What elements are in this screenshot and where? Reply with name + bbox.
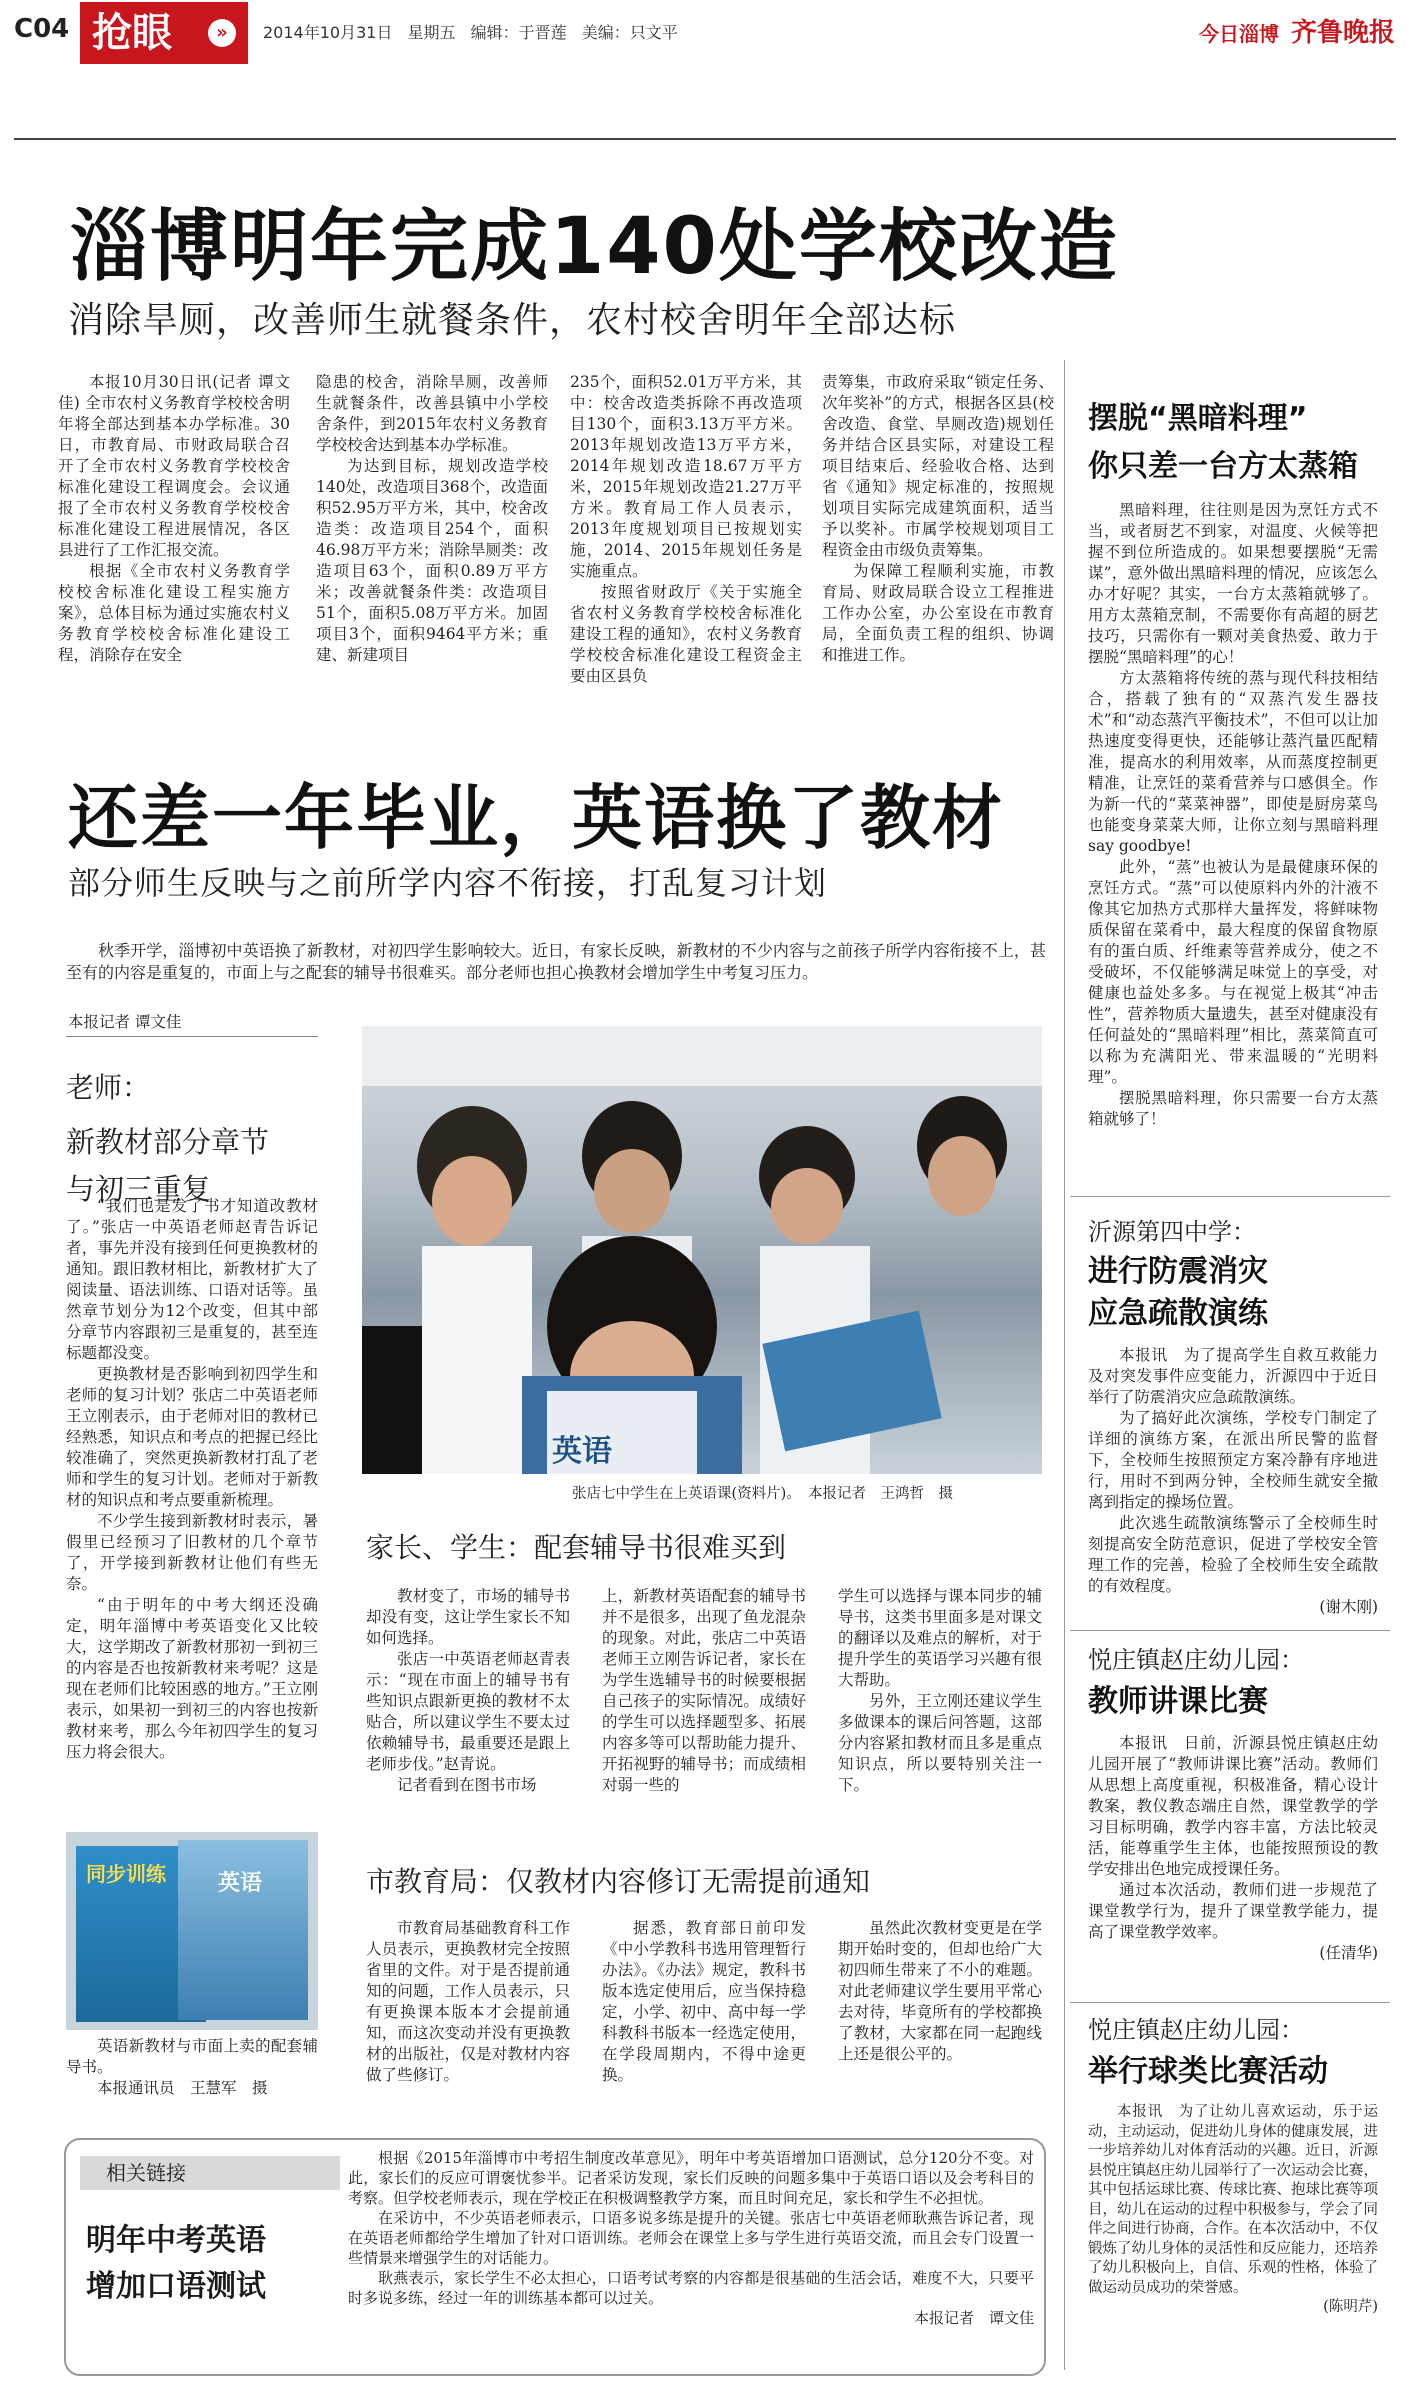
- s1-para: 黑暗料理，往往则是因为烹饪方式不当，或者厨艺不到家，对温度、火候等把握不到位所造成的。如果想要摆脱“无需谋”，意外做出黑暗料理的情况，应该怎么办才好呢？其实，一台方太蒸箱就够了。用方太蒸箱烹制，不需要你有高超的厨艺技巧，只需你有一颗对美食热爱、敢力于摆脱“黑暗料理”的心！: [1088, 501, 1378, 666]
- s1-para: 摆脱黑暗料理，你只需要一台方太蒸箱就够了！: [1088, 1089, 1378, 1128]
- bureau-section-head: 市教育局：仅教材内容修订无需提前通知: [366, 1865, 871, 1898]
- s3-head: 教师讲课比赛: [1088, 1684, 1268, 1719]
- photo-book-title: 英语: [552, 1434, 612, 1469]
- a2-headline: 还差一年毕业，英语换了教材: [68, 777, 1004, 859]
- related-link-tag: 相关链接: [80, 2156, 340, 2190]
- teacher-head-line1: 新教材部分章节: [66, 1125, 270, 1159]
- teacher-para: 更换教材是否影响到初四学生和老师的复习计划？张店二中英语老师王立刚表示，由于老师对旧的教材已经熟悉，知识点和考点的把握已经比较准确了，突然更换新教材打乱了老师和学生的复习计划。老师对于新教材的知识点和考点要重新梳理。: [66, 1365, 318, 1509]
- a1-col-3: [570, 372, 802, 687]
- related-para: 根据《2015年淄博市中考招生制度改革意见》，明年中考英语增加口语测试，总分120分不变。对此，家长们的反应可谓褒忧参半。记者采访发现，家长们反映的问题多集中于英语口语以及会考科目的考察。但学校老师表示，现在学校正在积极调整教学方案，而且时间充足，家长和学生不必担忧。: [348, 2149, 1034, 2207]
- s2-head-line1: 进行防震消灾: [1088, 1254, 1268, 1289]
- related-link-title: [86, 2218, 266, 2310]
- a1-para: 按照省财政厅《关于实施全省农村义务教育学校校舍标准化建设工程的通知》，农村义务教育学校校舍标准化建设工程资金主要由区县负: [570, 583, 802, 685]
- a1-para: 为达到目标，规划改造学校140处，改造项目368个，改造面积52.95万平方米，其中，校舍改造类：改造项目254个，面积46.98万平方米；消除旱厕类：改造项目63个，面积0.89万平方米；改善就餐条件类：改造项目51个，面积5.08万平方米。加固项目3个，面积9464平方米；重建、新建项目: [316, 457, 548, 664]
- s3-para: 通过本次活动，教师们进一步规范了课堂教学行为，提升了课堂教学能力，提高了课堂教学效率。: [1088, 1881, 1378, 1941]
- a1-para: 235个，面积52.01万平方米，其中：校舍改造类拆除不再改造项目130个，面积3.13万平方米。2013年规划改造13万平方米，2014年规划改造18.67万平方米，2015年规划改造21.27万平方米。教育局工作人员表示，2013年度规划项目已按规划实施，2014、2015年规划任务是实施重点。: [570, 373, 802, 580]
- a2-byline: 本报记者 谭文佳: [68, 1013, 182, 1031]
- s4-kicker: 悦庄镇赵庄幼儿园：: [1088, 2016, 1304, 2044]
- teacher-para: 不少学生接到新教材时表示，暑假里已经预习了旧教材的几个章节了，开学接到新教材让他们有些无奈。: [66, 1512, 318, 1593]
- s4-signature: (陈明芹): [1323, 2299, 1378, 2315]
- s1-para: 方太蒸箱将传统的蒸与现代科技相结合，搭载了独有的“双蒸汽发生器技术”和“动态蒸汽平衡技术”，不但可以让加热速度变得更快，还能够让蒸汽量匹配精准，提高水的利用效率，从而蒸度控制更精准，让烹饪的菜肴营养与口感俱全。作为新一代的“菜菜神器”，即使是厨房菜鸟也能变身菜菜大师，让你立刻与黑暗料理say goodbye!: [1088, 669, 1378, 855]
- divider: [1070, 1196, 1390, 1197]
- section-label: 抢眼: [92, 10, 172, 56]
- caption-credit: 本报通讯员 王慧军 摄: [97, 2079, 268, 2097]
- parents-para: 另外，王立刚还建议学生多做课本的课后问答题，这部分内容紧扣教材而且多是重点知识点，所以要特别关注一下。: [838, 1692, 1042, 1794]
- related-title-line2: 增加口语测试: [86, 2269, 266, 2304]
- parents-col-3: [838, 1586, 1042, 1796]
- textbooks-photo: [66, 1832, 318, 2030]
- sidebar-story-1: [1088, 398, 1378, 1130]
- parents-col-1: [366, 1586, 570, 1796]
- parents-para: 张店一中英语老师赵青表示：“现在市面上的辅导书有些知识点跟新更换的教材不太贴合，所以建议学生不要太过依赖辅导书，最重要还是跟上老师步伐。”赵青说。: [366, 1650, 570, 1773]
- a1-col-1: [58, 372, 290, 666]
- parents-para: 上，新教材英语配套的辅导书并不是很多，出现了鱼龙混杂的现象。对此，张店二中英语老师王立刚告诉记者，家长在为学生选辅导书的时候要根据自己孩子的实际情况。成绩好的学生可以选择题型多、拓展内容多等可以帮助能力提升、开拓视野的辅导书；而成绩相对弱一些的: [602, 1587, 806, 1794]
- a1-subheadline: 消除旱厕，改善师生就餐条件，农村校舍明年全部达标: [68, 300, 957, 341]
- sidebar-story-4: [1088, 2010, 1378, 2318]
- bureau-para: 据悉，教育部日前印发《中小学教科书选用管理暂行办法》。《办法》规定，教科书版本选定使用后，应当保持稳定，小学、初中、高中每一学科教科书版本一经选定使用，在学段周期内，不得中途更换。: [602, 1919, 806, 2084]
- a1-para: 隐患的校舍，消除旱厕，改善师生就餐条件，改善县镇中小学校舍条件，到2015年农村义务教育学校校舍达到基本办学标准。: [316, 373, 548, 454]
- a1-para: 责筹集，市政府采取“锁定任务、次年奖补”的方式，根据各区县(校舍改造、食堂、旱厕改造)规划任务并结合区县实际，对建设工程项目结束后、经验收合格、达到省《通知》规定标准的，按照规划项目实际完成建筑面积，适当予以奖补。市属学校规划项目工程资金由市级负责筹集。: [822, 373, 1054, 559]
- a1-headline: 淄博明年完成140处学校改造: [70, 202, 1119, 292]
- bureau-col-3: [838, 1918, 1042, 2065]
- bureau-col-1: [366, 1918, 570, 2086]
- s3-para: 本报讯 日前，沂源县悦庄镇赵庄幼儿园开展了“教师讲课比赛”活动。教师们从思想上高度重视，积极准备，精心设计教案，教仪教态端庄自然，课堂教学的学习目标明确，教学内容丰富，方法比较灵活，能尊重学生主体，也能按照预设的教学安排出色地完成授课任务。: [1088, 1734, 1378, 1878]
- related-signature: 本报记者 谭文佳: [913, 2309, 1034, 2327]
- a1-col-2: [316, 372, 548, 666]
- divider: [1070, 2002, 1390, 2003]
- page-header: [0, 0, 1409, 70]
- s1-para: 此外，“蒸”也被认为是最健康环保的烹饪方式。“蒸”可以使原料内外的汁液不像其它加热方式那样大量挥发，将鲜味物质保留在菜肴中，最大程度的保留食物原有的蛋白质、纤维素等营养成分，使之不受破坏，不仅能够满足味觉上的享受，对健康也益处多多。与在视觉上极其“冲击性”，营养物质大量遗失，甚至对健康没有任何益处的“黑暗料理”相比，蒸菜简直可以称为充满阳光、带来温暖的“光明料理”。: [1088, 858, 1378, 1086]
- bureau-para: 市教育局基础教育科工作人员表示，更换教材完全按照省里的文件。对于是否提前通知的问题，工作人员表示，只有更换课本版本才会提前通知，而这次变动并没有更换教材的出版社，仅是对教材内容做了些修订。: [366, 1919, 570, 2084]
- s3-body: [1088, 1733, 1378, 1964]
- sidebar-divider: [1064, 360, 1065, 2370]
- s2-para: 为了搞好此次演练，学校专门制定了详细的演练方案，在派出所民警的监督下，全校师生按照预定方案冷静有序地进行，用时不到两分钟，全校师生就安全撤离到指定的操场位置。: [1088, 1409, 1378, 1511]
- page-number: C04: [14, 14, 70, 44]
- a1-para: 本报10月30日讯(记者 谭文佳) 全市农村义务教育学校校舍明年将全部达到基本办学标准。30日，市教育局、市财政局联合召开了全市农村义务教育学校校舍标准化建设工程调度会。会议通报了全市农村义务教育学校校舍标准化建设工程进展情况，各区县进行了工作汇报交流。: [58, 373, 290, 559]
- bureau-col-2: [602, 1918, 806, 2086]
- a2-lead: 秋季开学，淄博初中英语换了新教材，对初四学生影响较大。近日，有家长反映，新教材的不少内容与之前孩子所学内容衔接不上，甚至有的内容是重复的，市面上与之配套的辅导书很难买。部分老师也担心换教材会增加学生中考复习压力。: [66, 941, 1046, 982]
- parents-section-head: 家长、学生：配套辅导书很难买到: [366, 1531, 787, 1564]
- brand-edition: 今日淄博: [1198, 22, 1279, 46]
- related-para: 在采访中，不少英语老师表示，口语多说多练是提升的关键。张店七中英语老师耿燕告诉记者，现在英语老师都给学生增加了针对口语训练。老师会在课堂上多与学生进行英语交流，而且会专门设置一些情景来增强学生的对话能力。: [348, 2209, 1034, 2267]
- designer: 美编：只文平: [581, 23, 678, 42]
- header-meta: [263, 20, 678, 43]
- parents-col-2: [602, 1586, 806, 1796]
- a1-para: 根据《全市农村义务教育学校校舍标准化建设工程实施方案》，总体目标为通过实施农村义务教育学校校舍标准化建设工程，消除存在安全: [58, 562, 290, 664]
- sidebar-story-3: [1088, 1640, 1378, 1964]
- double-chevron-icon: »: [208, 19, 236, 47]
- s2-kicker: 沂源第四中学：: [1088, 1218, 1256, 1246]
- teacher-para: “我们也是发了书才知道改教材了。”张店一中英语老师赵青告诉记者，事先并没有接到任何更换教材的通知。跟旧教材相比，新教材扩大了阅读量、语法训练、口语对话等。虽然章节划分为12个改变，但其中部分章节内容跟初三是重复的，甚至连标题都没变。: [66, 1197, 318, 1362]
- a1-para: 为保障工程顺利实施，市教育局、财政局联合设立工程推进工作办公室，办公室设在市教育局，全面负责工程的组织、协调和推进工作。: [822, 562, 1054, 664]
- newspaper-brand: [1199, 12, 1395, 49]
- teacher-section-head: [66, 1066, 269, 1208]
- guidebook-title: 同步训练: [86, 1862, 166, 1886]
- s1-body: [1088, 500, 1378, 1130]
- small-photo-caption: [66, 2036, 318, 2099]
- divider: [66, 1036, 318, 1037]
- s4-body: [1088, 2103, 1378, 2318]
- s2-body: [1088, 1345, 1378, 1618]
- header-rule: [14, 138, 1396, 140]
- related-link-box: [64, 2138, 1046, 2376]
- parents-para: 记者看到在图书市场: [397, 1776, 537, 1794]
- s1-head-line1: 摆脱“黑暗料理”: [1088, 401, 1308, 436]
- teacher-col: [66, 1196, 318, 1763]
- parents-para: 教材变了，市场的辅导书却没有变，这让学生家长不知如何选择。: [366, 1587, 570, 1647]
- textbook-title: 英语: [218, 1871, 263, 1896]
- s2-signature: (谢木刚): [1319, 1598, 1378, 1616]
- s4-para: 本报讯 为了让幼儿喜欢运动，乐于运动，主动运动，促进幼儿身体的健康发展，进一步培养幼儿对体育活动的兴趣。近日，沂源县悦庄镇赵庄幼儿园举行了一次运动会比赛，其中包括运球比赛、传球比赛、抱球比赛等项目，幼儿在运动的过程中积极参与，学会了同伴之间进行协商，合作。在本次活动中，不仅锻炼了幼儿身体的灵活性和反应能力，还培养了幼儿积极向上，自信、乐观的性格，体验了做运动员成功的荣誉感。: [1088, 2104, 1378, 2296]
- a2-subheadline: 部分师生反映与之前所学内容不衔接，打乱复习计划: [68, 864, 828, 902]
- s1-head-line2: 你只差一台方太蒸箱: [1088, 449, 1358, 484]
- related-link-body: [348, 2148, 1034, 2328]
- teacher-para: “由于明年的中考大纲还没确定，明年淄博中考英语变化又比较大，这学期改了新教材那初一到初三的内容是否也按新教材来考呢？这是现在老师们比较困惑的地方。”王立刚表示，如果初一到初三的内容也按新教材来考，那么今年初四学生的复习压力将会很大。: [66, 1596, 318, 1761]
- s3-kicker: 悦庄镇赵庄幼儿园：: [1088, 1646, 1304, 1674]
- teacher-head-line2: 与初三重复: [66, 1172, 212, 1206]
- s3-signature: (任清华): [1319, 1944, 1378, 1962]
- brand-name: 齐鲁晚报: [1290, 18, 1395, 48]
- related-para: 耿燕表示，家长学生不必太担心，口语考试考察的内容都是很基础的生活会话，难度不大，只要平时多说多练，经过一年的训练基本都可以过关。: [348, 2269, 1034, 2307]
- s2-head-line2: 应急疏散演练: [1088, 1296, 1268, 1331]
- textbook-cover: [178, 1840, 308, 2020]
- sidebar-story-2: [1088, 1212, 1378, 1618]
- parents-para: 学生可以选择与课本同步的辅导书，这类书里面多是对课文的翻译以及难点的解析，对于提升学生的英语学习兴趣有很大帮助。: [838, 1587, 1042, 1689]
- section-tag: [80, 2, 248, 64]
- divider: [1070, 1630, 1390, 1631]
- main-photo-caption: 张店七中学生在上英语课(资料片)。 本报记者 王鸿哲 摄: [572, 1486, 954, 1502]
- bureau-para: 虽然此次教材变更是在学期开始时变的，但却也给广大初四师生带来了不小的难题。对此老师建议学生要用平常心去对待，毕竟所有的学校都换了教材，大家都在同一起跑线上还是很公平的。: [838, 1919, 1042, 2063]
- s2-para: 此次逃生疏散演练警示了全校师生时刻提高安全防范意识，促进了学校安全管理工作的完善，检验了全校师生安全疏散的有效程度。: [1088, 1514, 1378, 1595]
- classroom-photo: [362, 1026, 1042, 1474]
- s2-para: 本报讯 为了提高学生自救互救能力及对突发事件应变能力，沂源四中于近日举行了防震消灾应急疏散演练。: [1088, 1346, 1378, 1406]
- related-title-line1: 明年中考英语: [86, 2223, 266, 2258]
- a1-col-4: [822, 372, 1054, 666]
- weekday: 星期五: [407, 23, 456, 42]
- classroom-illustration: [362, 1026, 1042, 1474]
- s4-head: 举行球类比赛活动: [1088, 2054, 1328, 2089]
- teacher-kicker: 老师：: [66, 1071, 151, 1104]
- issue-date: 2014年10月31日: [263, 23, 393, 42]
- caption-text: 英语新教材与市面上卖的配套辅导书。: [66, 2037, 318, 2076]
- editor: 编辑：于晋莲: [470, 23, 567, 42]
